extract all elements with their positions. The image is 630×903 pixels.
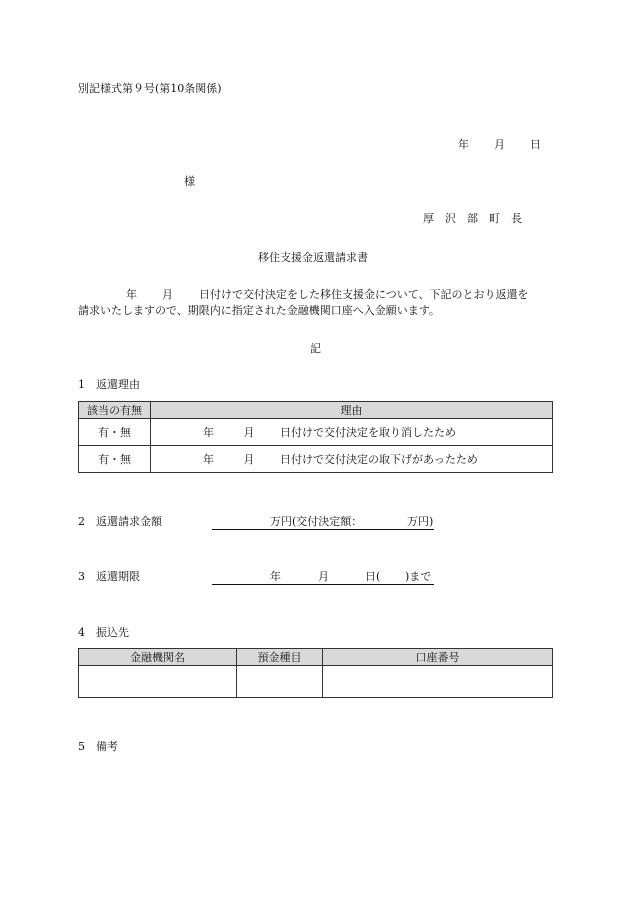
reason-text: 日付けで交付決定の取下げがあったため (280, 453, 478, 466)
section2-heading: 2 返還請求金額 (78, 515, 162, 528)
header-reason: 理由 (151, 402, 553, 419)
reason-text: 日付けで交付決定を取り消したため (280, 426, 456, 439)
reason-text-cell (151, 446, 553, 473)
body-line2: 請求いたしますので、期限内に指定された金融機関口座へ入金願います。 (78, 304, 440, 317)
bank-table (78, 648, 553, 698)
date-month-label: 月 (494, 138, 505, 151)
section5-heading: 5 備考 (78, 740, 118, 753)
deadline-year-label: 年 (270, 570, 281, 583)
date-year-label: 年 (458, 138, 469, 151)
amount-field[interactable] (212, 515, 434, 530)
reason-month-label: 月 (243, 426, 255, 439)
header-bank-name: 金融機関名 (79, 649, 237, 666)
reason-month-label: 月 (243, 453, 255, 466)
applicable-choice[interactable]: 有・無 (79, 446, 151, 473)
header-deposit-type: 預金種目 (237, 649, 323, 666)
deadline-field[interactable] (212, 570, 434, 585)
deadline-month-label: 月 (318, 570, 329, 583)
body-year-label: 年 (126, 288, 137, 301)
reason-table-header (79, 402, 553, 419)
section4-heading: 4 振込先 (78, 626, 129, 639)
table-row (79, 419, 553, 446)
table-row (79, 666, 553, 698)
table-row (79, 446, 553, 473)
bank-name-cell[interactable] (79, 666, 237, 698)
form-label: 別記様式第９号(第10条関係) (78, 82, 222, 95)
account-number-cell[interactable] (323, 666, 553, 698)
section1-heading: 1 返還理由 (78, 378, 140, 391)
deposit-type-cell[interactable] (237, 666, 323, 698)
header-applicable: 該当の有無 (79, 402, 151, 419)
ki-heading: 記 (310, 342, 321, 355)
date-day-label: 日 (530, 138, 541, 151)
reason-year-label: 年 (203, 453, 214, 466)
deadline-day-label: 日( (365, 570, 381, 583)
decided-amount-unit-label: 万円) (407, 515, 434, 528)
body-month-label: 月 (162, 288, 173, 301)
reason-year-label: 年 (203, 426, 214, 439)
document-title: 移住支援金返還請求書 (258, 251, 368, 264)
deadline-close-label: )まで (405, 570, 432, 583)
bank-table-header (79, 649, 553, 666)
section3-heading: 3 返還期限 (78, 570, 140, 583)
addressee-suffix: 様 (184, 175, 195, 188)
amount-unit-label: 万円(交付決定額： (270, 515, 363, 528)
reason-text-cell (151, 419, 553, 446)
body-line1: 日付けで交付決定をした移住支援金について、下記のとおり返還を (199, 288, 529, 301)
reason-table (78, 401, 553, 473)
header-account-number: 口座番号 (323, 649, 553, 666)
sender-name: 厚 沢 部 町 長 (423, 212, 522, 225)
applicable-choice[interactable]: 有・無 (79, 419, 151, 446)
